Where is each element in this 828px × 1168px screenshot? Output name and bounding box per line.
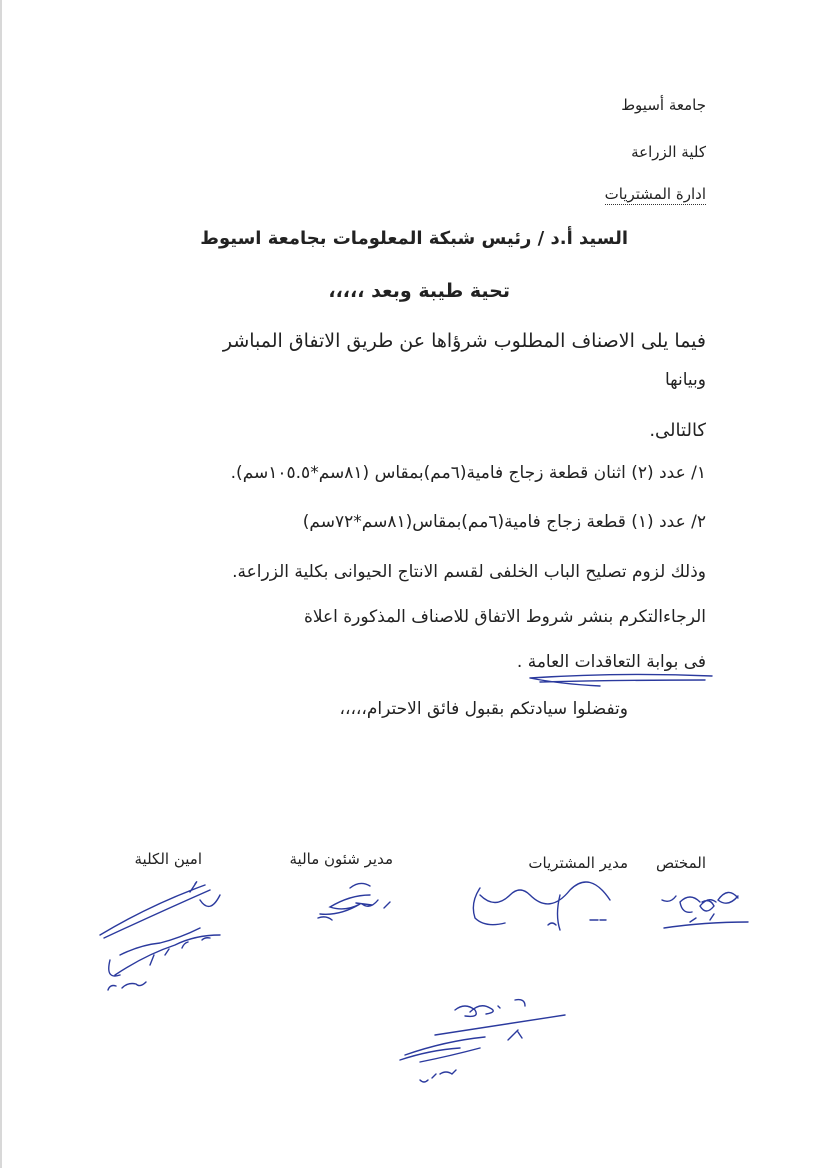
signature-label-dean-secretary: امين الكلية	[134, 850, 202, 868]
header-faculty: كلية الزراعة	[631, 143, 706, 161]
header-department: ادارة المشتريات	[604, 185, 706, 203]
addressee: السيد أ.د / رئيس شبكة المعلومات بجامعة اسيوط	[200, 228, 628, 249]
request-line-2: فى بوابة التعاقدات العامة .	[516, 652, 706, 672]
signature-finance	[318, 883, 390, 920]
header-university: جامعة أسيوط	[621, 96, 706, 114]
request-line-1: الرجاءالتكرم بنشر شروط الاتفاق للاصناف المذكورة اعلاة	[303, 607, 706, 627]
greeting: تحية طيبة وبعد ،،،،،	[328, 280, 510, 302]
intro-line-2: وبيانها	[665, 370, 706, 390]
underline-stroke	[530, 674, 712, 686]
item-2: ٢/ عدد (١) قطعة زجاج فامية(٦مم)بمقاس(٨١سم*٧٢سم)	[302, 512, 706, 532]
signature-label-specialist: المختص	[656, 854, 706, 872]
intro-line-3: كالتالى.	[649, 420, 706, 441]
signature-approval	[400, 1000, 565, 1082]
signature-dean	[100, 882, 220, 990]
item-1: ١/ عدد (٢) اثنان قطعة زجاج فامية(٦مم)بمقاس (٨١سم*١٠٥.٥سم).	[230, 463, 706, 483]
intro-line-1: فيما يلى الاصناف المطلوب شرؤاها عن طريق الاتفاق المباشر	[222, 330, 706, 352]
reason: وذلك لزوم تصليح الباب الخلفى لقسم الانتاج الحيوانى بكلية الزراعة.	[232, 562, 706, 582]
closing: وتفضلوا سيادتكم بقبول فائق الاحترام،،،،،	[339, 699, 628, 719]
signature-label-purchasing-manager: مدير المشتريات	[528, 854, 628, 872]
signature-specialist	[662, 892, 748, 928]
signature-purchasing	[473, 882, 610, 930]
signature-label-finance-manager: مدير شئون مالية	[289, 850, 393, 868]
